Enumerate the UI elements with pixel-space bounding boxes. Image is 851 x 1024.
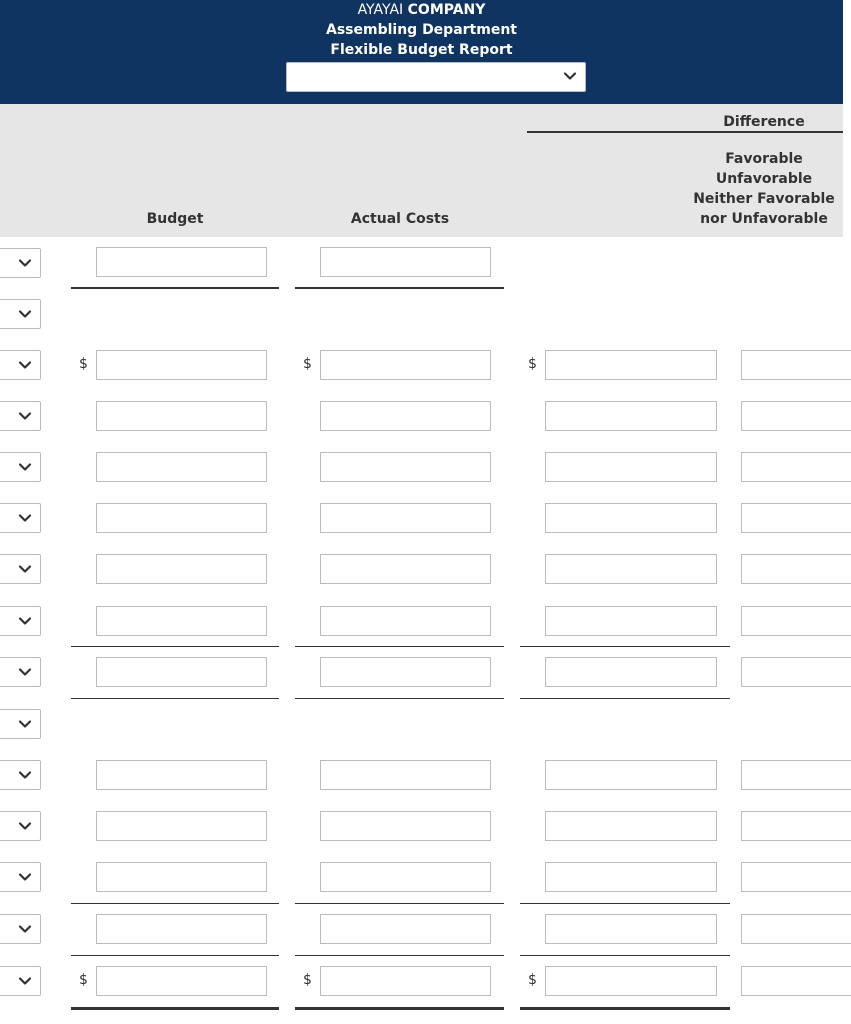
chevron-down-icon xyxy=(18,717,32,731)
row-label-dropdown[interactable] xyxy=(0,503,41,533)
favorability-input[interactable] xyxy=(741,452,851,482)
underline xyxy=(71,287,279,289)
actual-costs-heading: Actual Costs xyxy=(350,211,450,227)
difference-input[interactable] xyxy=(545,401,717,431)
actual-input[interactable] xyxy=(320,503,491,533)
favorability-input[interactable] xyxy=(741,657,851,687)
row-label-dropdown[interactable] xyxy=(0,657,41,687)
budget-input[interactable] xyxy=(96,452,267,482)
budget-input[interactable] xyxy=(96,862,267,892)
chevron-down-icon xyxy=(563,69,577,83)
company-name: AYAYAI xyxy=(357,2,404,18)
favorability-input[interactable] xyxy=(741,862,851,892)
chevron-down-icon xyxy=(18,409,32,423)
actual-input[interactable] xyxy=(320,606,491,636)
actual-input[interactable] xyxy=(320,862,491,892)
budget-input[interactable] xyxy=(96,606,267,636)
report-title: Flexible Budget Report xyxy=(330,42,513,58)
budget-input[interactable] xyxy=(96,760,267,790)
subtotal-line xyxy=(520,903,730,904)
subtotal-line xyxy=(295,955,504,956)
department-title: Assembling Department xyxy=(326,22,517,38)
difference-underline xyxy=(527,131,843,133)
budget-heading: Budget xyxy=(146,211,204,227)
difference-input[interactable] xyxy=(545,350,717,380)
difference-input[interactable] xyxy=(545,862,717,892)
double-underline xyxy=(520,1007,730,1010)
row-label-dropdown[interactable] xyxy=(0,554,41,584)
chevron-down-icon xyxy=(18,974,32,988)
favorability-input[interactable] xyxy=(741,606,851,636)
actual-input[interactable] xyxy=(320,401,491,431)
favorability-input[interactable] xyxy=(741,914,851,944)
actual-input[interactable] xyxy=(320,966,491,996)
chevron-down-icon xyxy=(18,922,32,936)
favorability-input[interactable] xyxy=(741,401,851,431)
row-label-dropdown[interactable] xyxy=(0,606,41,636)
subtotal-line xyxy=(295,646,504,647)
favorability-input[interactable] xyxy=(741,350,851,380)
favorability-input[interactable] xyxy=(741,760,851,790)
budget-input[interactable] xyxy=(96,657,267,687)
difference-input[interactable] xyxy=(545,554,717,584)
actual-input[interactable] xyxy=(320,760,491,790)
actual-input[interactable] xyxy=(320,452,491,482)
chevron-down-icon xyxy=(18,870,32,884)
difference-input[interactable] xyxy=(545,657,717,687)
dollar-sign: $ xyxy=(303,356,312,372)
chevron-down-icon xyxy=(18,307,32,321)
subtotal-line xyxy=(71,903,279,904)
company-title xyxy=(0,2,843,19)
chevron-down-icon xyxy=(18,614,32,628)
difference-input[interactable] xyxy=(545,966,717,996)
fav-option-nor-unfavorable: nor Unfavorable xyxy=(700,211,828,227)
budget-input[interactable] xyxy=(96,554,267,584)
budget-input[interactable] xyxy=(96,966,267,996)
chevron-down-icon xyxy=(18,665,32,679)
budget-input[interactable] xyxy=(96,401,267,431)
row-label-dropdown[interactable] xyxy=(0,452,41,482)
subtotal-line xyxy=(71,955,279,956)
difference-input[interactable] xyxy=(545,606,717,636)
chevron-down-icon xyxy=(18,511,32,525)
chevron-down-icon xyxy=(18,562,32,576)
difference-input[interactable] xyxy=(545,503,717,533)
actual-input[interactable] xyxy=(320,914,491,944)
favorability-input[interactable] xyxy=(741,966,851,996)
row-label-dropdown[interactable] xyxy=(0,401,41,431)
fav-option-neither: Neither Favorable xyxy=(693,191,835,207)
column-header-band xyxy=(0,104,843,237)
underline xyxy=(520,698,730,699)
row-label-dropdown[interactable] xyxy=(0,299,41,329)
subtotal-line xyxy=(295,903,504,904)
chevron-down-icon xyxy=(18,460,32,474)
difference-input[interactable] xyxy=(545,914,717,944)
favorability-input[interactable] xyxy=(741,503,851,533)
difference-heading: Difference xyxy=(723,114,805,130)
row-label-dropdown[interactable] xyxy=(0,709,41,739)
period-dropdown[interactable] xyxy=(286,62,586,92)
report-header xyxy=(0,0,843,104)
actual-input[interactable] xyxy=(320,350,491,380)
difference-input[interactable] xyxy=(545,452,717,482)
company-word: COMPANY xyxy=(407,2,486,18)
favorability-input[interactable] xyxy=(741,554,851,584)
favorability-input[interactable] xyxy=(741,811,851,841)
actual-input[interactable] xyxy=(320,247,491,277)
fav-option-unfavorable: Unfavorable xyxy=(715,171,813,187)
dollar-sign: $ xyxy=(79,972,88,988)
row-label-dropdown[interactable] xyxy=(0,914,41,944)
row-label-dropdown[interactable] xyxy=(0,966,41,996)
row-label-dropdown[interactable] xyxy=(0,248,41,278)
actual-input[interactable] xyxy=(320,554,491,584)
row-label-dropdown[interactable] xyxy=(0,760,41,790)
row-label-dropdown[interactable] xyxy=(0,811,41,841)
difference-input[interactable] xyxy=(545,760,717,790)
dollar-sign: $ xyxy=(79,356,88,372)
chevron-down-icon xyxy=(18,768,32,782)
row-label-dropdown[interactable] xyxy=(0,862,41,892)
budget-input[interactable] xyxy=(96,350,267,380)
underline xyxy=(295,698,504,699)
actual-input[interactable] xyxy=(320,657,491,687)
dollar-sign: $ xyxy=(528,356,537,372)
subtotal-line xyxy=(71,646,279,647)
budget-input[interactable] xyxy=(96,811,267,841)
dollar-sign: $ xyxy=(303,972,312,988)
dollar-sign: $ xyxy=(528,972,537,988)
actual-input[interactable] xyxy=(320,811,491,841)
fav-option-favorable: Favorable xyxy=(725,151,803,167)
double-underline xyxy=(295,1007,504,1010)
chevron-down-icon xyxy=(18,358,32,372)
budget-input[interactable] xyxy=(96,914,267,944)
difference-input[interactable] xyxy=(545,811,717,841)
chevron-down-icon xyxy=(18,819,32,833)
subtotal-line xyxy=(520,955,730,956)
double-underline xyxy=(71,1007,279,1010)
underline xyxy=(295,287,504,289)
budget-input[interactable] xyxy=(96,503,267,533)
chevron-down-icon xyxy=(18,256,32,270)
budget-input[interactable] xyxy=(96,247,267,277)
subtotal-line xyxy=(520,646,730,647)
underline xyxy=(71,698,279,699)
row-label-dropdown[interactable] xyxy=(0,350,41,380)
